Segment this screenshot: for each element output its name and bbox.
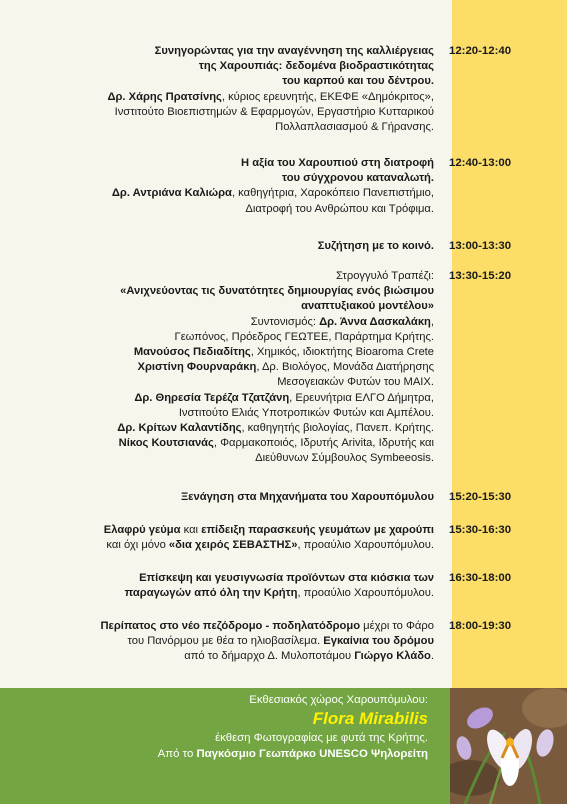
time-column	[452, 0, 567, 804]
session-text: Μεσογειακών Φυτών του ΜΑΙΧ.	[277, 376, 434, 389]
session-description	[14, 619, 434, 665]
session-text-bold: «δια χειρός ΣΕΒΑΣΤΗΣ»	[168, 539, 298, 552]
session-text-bold: της Χαρουπιάς: δεδομένα βιοδραστικότητας	[198, 60, 434, 73]
exhibition-title: Flora Mirabilis	[312, 709, 428, 728]
session-time	[449, 269, 567, 284]
session-line	[14, 156, 434, 171]
session-line	[14, 345, 434, 360]
session-time	[449, 239, 567, 254]
session-text-bold: Δρ. Θηρεσία Τερέζα Τζατζάνη	[134, 391, 290, 404]
session-text-bold: Δρ. Αντριάνα Καλιώρα	[111, 187, 232, 200]
session-line	[14, 406, 434, 421]
session-line	[14, 330, 434, 345]
session-text-bold: επίδειξη παρασκευής γευμάτων με χαρούπι	[201, 524, 434, 536]
session-time	[449, 523, 567, 538]
session-line	[14, 436, 434, 451]
session-line	[14, 360, 434, 375]
session-text-bold: Συζήτηση με το κοινό.	[317, 240, 434, 252]
session-line	[14, 44, 434, 59]
session-time-label: 12:40-13:00	[449, 157, 512, 169]
session-text-bold: «Ανιχνεύοντας τις δυνατότητες δημιουργίας ενός βιώσιμου	[120, 285, 434, 298]
session-text-bold: Δρ. Κρίτων Καλαντίδης	[117, 422, 242, 435]
session-text: Πολλαπλασιασμού & Γήρανσης.	[275, 121, 434, 134]
session-line	[14, 391, 434, 406]
session-description	[14, 269, 434, 467]
session-line	[14, 59, 434, 74]
session-text-bold: Δρ. Χάρης Πρατσίνης	[107, 90, 222, 103]
session-line	[14, 649, 434, 664]
session-description	[14, 571, 434, 601]
session-time-label: 16:30-18:00	[449, 572, 512, 584]
session-text: ,	[430, 315, 434, 328]
session-line	[14, 421, 434, 436]
session-time-label: 12:20-12:40	[449, 45, 512, 57]
session-text: από το δήμαρχο Δ. Μυλοποτάμου	[184, 650, 355, 663]
session-text-bold: Συνηγορώντας για την αναγέννηση της καλλιέργειας	[154, 45, 434, 57]
session-text-bold: Ξενάγηση στα Μηχανήματα του Χαρουπόμυλου	[180, 491, 434, 503]
session-time	[449, 571, 567, 586]
session-text-bold: Ελαφρύ γεύμα	[103, 524, 181, 536]
session-description	[14, 523, 434, 553]
session-text-bold: Χριστίνη Φουρναράκη	[137, 361, 257, 374]
session-text-bold: Νίκος Κουτσιανάς	[118, 437, 214, 450]
session-line	[14, 538, 434, 553]
session-line	[14, 171, 434, 186]
session-time	[449, 156, 567, 171]
session-text: και όχι μόνο	[106, 539, 169, 552]
crocus-flower-photo	[450, 688, 567, 804]
session-time	[449, 619, 567, 634]
session-text: , Χημικός, ιδιοκτήτης Bioaroma Crete	[250, 346, 434, 359]
session-line	[14, 451, 434, 466]
session-line	[14, 571, 434, 586]
session-text: Διατροφή του Ανθρώπου και Τρόφιμα.	[245, 202, 434, 215]
session-text: Διεύθυνων Σύμβουλος Symbeeosis.	[255, 452, 434, 465]
session-text: , Ερευνήτρια ΕΛΓΟ Δήμητρα,	[289, 391, 434, 404]
session-line	[14, 284, 434, 299]
session-text-bold: Δρ. Άννα Δασκαλάκη	[319, 315, 431, 328]
session-line	[14, 186, 434, 201]
session-time-label: 13:00-13:30	[449, 240, 512, 252]
session-time-label: 13:30-15:20	[449, 270, 512, 282]
exhibition-description: έκθεση Φωτογραφίας με φυτά της Κρήτης.	[215, 732, 428, 744]
session-text: , καθηγήτρια, Χαροκόπειο Πανεπιστήμιο,	[231, 187, 434, 200]
session-text: μέχρι το Φάρο	[360, 620, 434, 632]
session-text-bold: Επίσκεψη και γευσιγνωσία προϊόντων στα κιόσκια των	[139, 572, 434, 584]
session-text: .	[430, 650, 434, 663]
session-line	[14, 202, 434, 217]
session-time	[449, 490, 567, 505]
session-text: , προαύλιο Χαρουπόμυλου.	[297, 587, 434, 600]
session-text-bold: του καρπού και του δέντρου.	[282, 75, 434, 88]
exhibition-info	[0, 688, 450, 804]
session-text: Ινστιτούτο Ελιάς Υποτροπικών Φυτών και Αμπέλου.	[178, 406, 434, 419]
session-text: Συντονισμός:	[250, 315, 320, 328]
session-text-bold: Μανούσος Πεδιαδίτης	[133, 346, 251, 359]
session-text-bold: Περίπατος στο νέο πεζόδρομο - ποδηλατόδρομο	[100, 620, 361, 632]
session-text-bold: Η αξία του Χαρουπιού στη διατροφή	[241, 157, 434, 169]
exhibition-source: Από το Παγκόσμιο Γεωπάρκο UNESCO Ψηλορείτη	[157, 748, 428, 760]
session-time	[449, 44, 567, 59]
session-line	[14, 523, 434, 538]
session-time-label: 18:00-19:30	[449, 620, 512, 632]
session-text-bold: παραγωγών από όλη την Κρήτη	[124, 587, 298, 600]
session-text: , Δρ. Βιολόγος, Μονάδα Διατήρησης	[256, 361, 434, 374]
session-text: του Πανόρμου με θέα το ηλιοβασίλεμα.	[127, 635, 324, 648]
session-description	[14, 156, 434, 217]
session-line	[14, 90, 434, 105]
session-text: και	[180, 524, 202, 536]
session-text: Γεωπόνος, Πρόεδρος ΓΕΩΤΕΕ, Παράρτημα Κρήτης.	[174, 330, 434, 343]
session-line	[14, 375, 434, 390]
session-line	[14, 105, 434, 120]
session-text-bold: Εγκαίνια του δρόμου	[323, 635, 434, 648]
session-line	[14, 269, 434, 284]
session-time-label: 15:20-15:30	[449, 491, 512, 503]
session-line	[14, 239, 434, 254]
session-line	[14, 634, 434, 649]
session-line	[14, 586, 434, 601]
session-line	[14, 619, 434, 634]
session-text-bold: του σύγχρονου καταναλωτή.	[282, 172, 434, 185]
session-description	[14, 239, 434, 254]
flower-image	[450, 688, 567, 804]
session-time-label: 15:30-16:30	[449, 524, 512, 536]
session-description	[14, 44, 434, 135]
session-text-bold: Γιώργο Κλάδο	[354, 650, 431, 663]
session-text: Στρογγυλό Τραπέζι:	[336, 270, 434, 282]
exhibition-venue: Εκθεσιακός χώρος Χαρουπόμυλου:	[249, 694, 428, 706]
session-line	[14, 490, 434, 505]
session-description	[14, 490, 434, 505]
session-text: , προαύλιο Χαρουπόμυλου.	[297, 539, 434, 552]
session-text: , Φαρμακοποιός, Ιδρυτής Arivita, Ιδρυτής και	[213, 437, 434, 450]
exhibition-footer	[0, 688, 567, 804]
session-text: , καθηγητής βιολογίας, Πανεπ. Κρήτης.	[241, 422, 434, 435]
session-line	[14, 120, 434, 135]
session-text: Ινστιτούτο Βιοεπιστημών & Εφαρμογών, Εργαστήριο Κυτταρικού	[114, 105, 434, 118]
session-line	[14, 299, 434, 314]
session-text: , κύριος ερευνητής, ΕΚΕΦΕ «Δημόκριτος»,	[221, 90, 434, 103]
session-text-bold: αναπτυξιακού μοντέλου»	[301, 300, 434, 313]
session-line	[14, 74, 434, 89]
session-line	[14, 315, 434, 330]
